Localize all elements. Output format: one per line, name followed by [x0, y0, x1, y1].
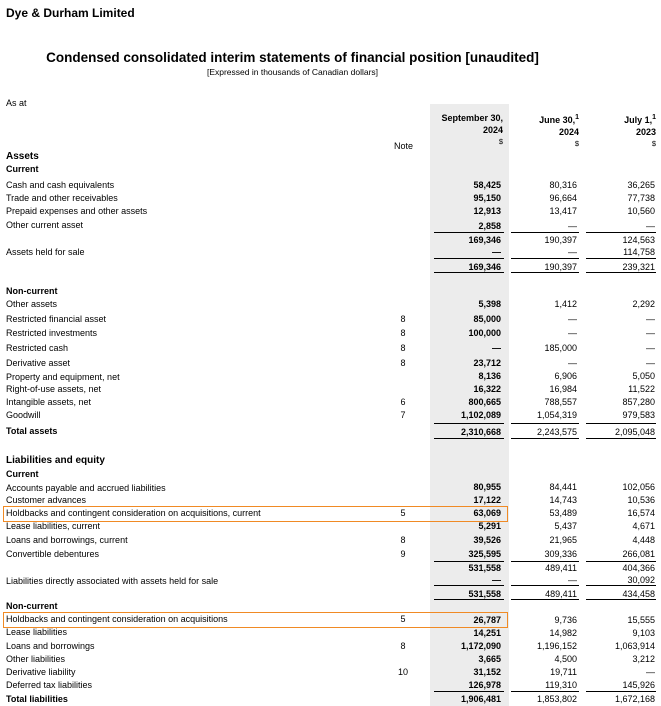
value-sep-2024: 16,322 — [473, 384, 501, 394]
value-jul-2023: 857,280 — [622, 397, 655, 407]
value-jun-2024: 16,984 — [549, 384, 577, 394]
value-sep-2024: 23,712 — [473, 358, 501, 368]
value-jun-2024: 5,437 — [554, 521, 577, 531]
row-label: Intangible assets, net — [6, 397, 92, 407]
subtotal-rule — [434, 599, 504, 600]
value-jul-2023: — — [646, 343, 655, 353]
row-note: 8 — [400, 314, 406, 324]
value-jun-2024: — — [568, 247, 577, 257]
value-jun-2024: 2,243,575 — [536, 427, 577, 437]
row-label: Accounts payable and accrued liabilities — [6, 483, 166, 493]
row-label: Right-of-use assets, net — [6, 384, 102, 394]
value-sep-2024: 800,665 — [468, 397, 501, 407]
section-liabilities-equity: Liabilities and equity — [6, 455, 105, 466]
value-sep-2024: 531,558 — [468, 589, 501, 599]
column-header-currency: $ — [651, 139, 656, 148]
value-jun-2024: 1,196,152 — [536, 641, 577, 651]
value-jul-2023: — — [646, 667, 655, 677]
value-jul-2023: — — [646, 314, 655, 324]
row-note: 8 — [400, 535, 406, 545]
subtotal-rule — [511, 258, 579, 259]
value-sep-2024: 325,595 — [468, 549, 501, 559]
column-header-sep-2024 — [430, 112, 503, 148]
value-jul-2023: 4,448 — [632, 535, 655, 545]
value-jun-2024: 14,743 — [549, 495, 577, 505]
value-jul-2023: 30,092 — [627, 575, 655, 585]
subsection-current-liabilities: Current — [6, 469, 39, 479]
row-label: Trade and other receivables — [6, 193, 118, 203]
row-label: Total liabilities — [6, 694, 68, 704]
total-rule — [511, 423, 579, 424]
value-sep-2024: 12,913 — [473, 206, 501, 216]
value-jun-2024: 489,411 — [545, 589, 577, 599]
column-header-date: July 1, — [624, 115, 653, 125]
row-note: 9 — [400, 549, 406, 559]
total-rule — [434, 438, 504, 439]
value-jul-2023: 10,536 — [627, 495, 655, 505]
row-label: Lease liabilities, current — [6, 521, 101, 531]
value-jun-2024: 53,489 — [549, 508, 577, 518]
value-jun-2024: 185,000 — [544, 343, 577, 353]
value-jul-2023: — — [646, 221, 655, 231]
value-sep-2024: 100,000 — [468, 328, 501, 338]
row-label: Property and equipment, net — [6, 372, 120, 382]
subtotal-rule — [586, 561, 656, 562]
subtotal-rule — [586, 599, 656, 600]
value-jul-2023: 404,366 — [622, 563, 655, 573]
value-sep-2024: 169,346 — [468, 262, 501, 272]
value-jun-2024: 190,397 — [544, 235, 577, 245]
row-note: 8 — [400, 358, 406, 368]
row-label: Assets held for sale — [6, 247, 85, 257]
row-note: 7 — [400, 410, 406, 420]
value-jul-2023: 1,063,914 — [614, 641, 655, 651]
total-rule — [586, 438, 656, 439]
row-label: Goodwill — [6, 410, 41, 420]
row-note: 5 — [400, 614, 406, 624]
note-column-header: Note — [394, 141, 414, 151]
footnote-marker: 1 — [652, 114, 656, 121]
value-jul-2023: 114,758 — [623, 247, 655, 257]
row-label: Convertible debentures — [6, 549, 100, 559]
value-jun-2024: 9,736 — [554, 615, 577, 625]
value-sep-2024: 63,069 — [473, 508, 501, 518]
row-label: Cash and cash equivalents — [6, 180, 115, 190]
total-rule — [586, 691, 656, 692]
row-label: Restricted cash — [6, 343, 69, 353]
subtotal-rule — [586, 232, 656, 233]
value-sep-2024: 1,172,090 — [460, 641, 501, 651]
row-label: Liabilities directly associated with assets held for sale — [6, 576, 219, 586]
value-sep-2024: 14,251 — [473, 628, 501, 638]
subtotal-rule — [586, 258, 656, 259]
value-jun-2024: 1,054,319 — [536, 410, 577, 420]
value-sep-2024: 2,310,668 — [460, 427, 501, 437]
subtotal-rule — [511, 561, 579, 562]
value-jul-2023: 124,563 — [622, 235, 655, 245]
as-at-label: As at — [6, 98, 27, 108]
value-jul-2023: 2,095,048 — [614, 427, 655, 437]
subtotal-rule — [586, 272, 656, 273]
value-sep-2024: 5,398 — [478, 299, 501, 309]
column-header-jul-2023 — [585, 112, 656, 150]
total-rule — [434, 691, 504, 692]
value-jul-2023: 266,081 — [622, 549, 655, 559]
value-jun-2024: 14,982 — [549, 628, 577, 638]
value-jul-2023: 10,560 — [627, 206, 655, 216]
footnote-marker: 1 — [575, 114, 579, 121]
value-jul-2023: 3,212 — [632, 654, 655, 664]
value-sep-2024: 2,858 — [478, 221, 501, 231]
value-jun-2024: 1,412 — [554, 299, 577, 309]
row-note: 8 — [400, 328, 406, 338]
value-jun-2024: 84,441 — [549, 482, 577, 492]
value-jul-2023: 1,672,168 — [614, 694, 655, 704]
value-sep-2024: 8,136 — [478, 371, 501, 381]
value-jul-2023: 36,265 — [627, 180, 655, 190]
column-header-year: 2023 — [635, 127, 656, 137]
row-note: 10 — [397, 667, 408, 677]
company-name: Dye & Durham Limited — [6, 6, 135, 20]
subtotal-rule — [511, 599, 579, 600]
statement-title: Condensed consolidated interim statements of financial position [unaudited] — [46, 50, 539, 65]
value-jul-2023: 15,555 — [627, 615, 655, 625]
value-jul-2023: 11,522 — [628, 384, 655, 394]
value-sep-2024: 95,150 — [473, 193, 501, 203]
row-label: Holdbacks and contingent consideration on acquisitions — [6, 614, 228, 624]
subtotal-rule — [511, 272, 579, 273]
row-label: Restricted investments — [6, 328, 98, 338]
row-note: 8 — [400, 343, 406, 353]
row-label: Total assets — [6, 426, 58, 436]
row-label: Customer advances — [6, 495, 87, 505]
value-sep-2024: — — [492, 575, 501, 585]
value-jun-2024: 21,965 — [549, 535, 577, 545]
value-sep-2024: 169,346 — [468, 235, 501, 245]
row-label: Other assets — [6, 299, 58, 309]
row-label: Other liabilities — [6, 654, 66, 664]
row-note: 6 — [400, 397, 406, 407]
value-jul-2023: 979,583 — [622, 410, 655, 420]
column-header-jun-2024 — [500, 112, 579, 150]
value-jul-2023: 77,738 — [627, 193, 655, 203]
value-jun-2024: 190,397 — [544, 262, 577, 272]
subsection-non-current-liabilities: Non-current — [6, 601, 58, 611]
row-label: Restricted financial asset — [6, 314, 107, 324]
subtotal-rule — [434, 232, 504, 233]
value-jun-2024: — — [568, 328, 577, 338]
value-jun-2024: 1,853,802 — [536, 694, 577, 704]
value-jun-2024: 119,310 — [545, 680, 577, 690]
column-header-year: 2024 — [558, 127, 579, 137]
column-header-currency: $ — [498, 137, 503, 146]
value-sep-2024: 1,102,089 — [460, 410, 501, 420]
column-header-date: September 30, — [441, 113, 503, 123]
value-sep-2024: — — [492, 343, 501, 353]
row-label: Loans and borrowings — [6, 641, 95, 651]
value-jul-2023: 102,056 — [622, 482, 655, 492]
value-jul-2023: 434,458 — [622, 589, 655, 599]
value-jun-2024: 13,417 — [549, 206, 577, 216]
value-sep-2024: 58,425 — [473, 180, 501, 190]
value-jun-2024: 4,500 — [554, 654, 577, 664]
total-rule — [511, 438, 579, 439]
subsection-current-assets: Current — [6, 164, 39, 174]
row-note: 5 — [400, 508, 406, 518]
total-rule — [511, 691, 579, 692]
value-jun-2024: 96,664 — [549, 193, 577, 203]
value-sep-2024: 3,665 — [478, 654, 501, 664]
column-header-date: June 30, — [539, 115, 576, 125]
row-note: 8 — [400, 641, 406, 651]
value-jul-2023: — — [646, 358, 655, 368]
value-sep-2024: 26,787 — [473, 615, 501, 625]
value-jul-2023: 4,671 — [632, 521, 655, 531]
value-jul-2023: 2,292 — [632, 299, 655, 309]
statement-subtitle: [Expressed in thousands of Canadian dollars] — [206, 67, 379, 77]
value-jul-2023: 239,321 — [622, 262, 655, 272]
value-sep-2024: — — [492, 247, 501, 257]
value-jun-2024: 309,336 — [544, 549, 577, 559]
value-sep-2024: 85,000 — [473, 314, 501, 324]
row-label: Derivative liability — [6, 667, 76, 677]
row-label: Prepaid expenses and other assets — [6, 206, 148, 216]
row-label: Lease liabilities — [6, 627, 68, 637]
row-label: Holdbacks and contingent consideration on acquisitions, current — [6, 508, 261, 518]
value-jun-2024: 6,906 — [554, 371, 577, 381]
row-label: Loans and borrowings, current — [6, 535, 128, 545]
row-label: Other current asset — [6, 220, 84, 230]
value-sep-2024: 17,122 — [473, 495, 501, 505]
column-header-year: 2024 — [482, 125, 503, 135]
value-jun-2024: — — [568, 575, 577, 585]
value-jul-2023: 16,574 — [627, 508, 655, 518]
value-sep-2024: 39,526 — [473, 535, 501, 545]
total-rule — [434, 423, 504, 424]
value-sep-2024: 31,152 — [473, 667, 501, 677]
subtotal-rule — [434, 561, 504, 562]
subtotal-rule — [586, 585, 656, 586]
value-jun-2024: — — [568, 314, 577, 324]
value-sep-2024: 531,558 — [468, 563, 501, 573]
subtotal-rule — [511, 232, 579, 233]
subtotal-rule — [434, 258, 504, 259]
value-jul-2023: 9,103 — [632, 628, 655, 638]
value-jul-2023: — — [646, 328, 655, 338]
column-header-currency: $ — [574, 139, 579, 148]
value-jun-2024: 80,316 — [549, 180, 577, 190]
value-jun-2024: 788,557 — [544, 397, 577, 407]
value-sep-2024: 5,291 — [478, 521, 501, 531]
row-label: Derivative asset — [6, 358, 71, 368]
value-jun-2024: — — [568, 358, 577, 368]
subtotal-rule — [434, 585, 504, 586]
value-jul-2023: 5,050 — [632, 371, 655, 381]
subtotal-rule — [511, 585, 579, 586]
row-label: Deferred tax liabilities — [6, 680, 93, 690]
total-rule — [586, 423, 656, 424]
value-sep-2024: 126,978 — [468, 680, 501, 690]
value-sep-2024: 1,906,481 — [460, 694, 501, 704]
section-assets: Assets — [6, 151, 39, 162]
value-jul-2023: 145,926 — [622, 680, 655, 690]
subtotal-rule — [434, 272, 504, 273]
subsection-non-current-assets: Non-current — [6, 286, 58, 296]
value-jun-2024: — — [568, 221, 577, 231]
value-jun-2024: 19,711 — [550, 667, 577, 677]
value-jun-2024: 489,411 — [545, 563, 577, 573]
value-sep-2024: 80,955 — [473, 482, 501, 492]
